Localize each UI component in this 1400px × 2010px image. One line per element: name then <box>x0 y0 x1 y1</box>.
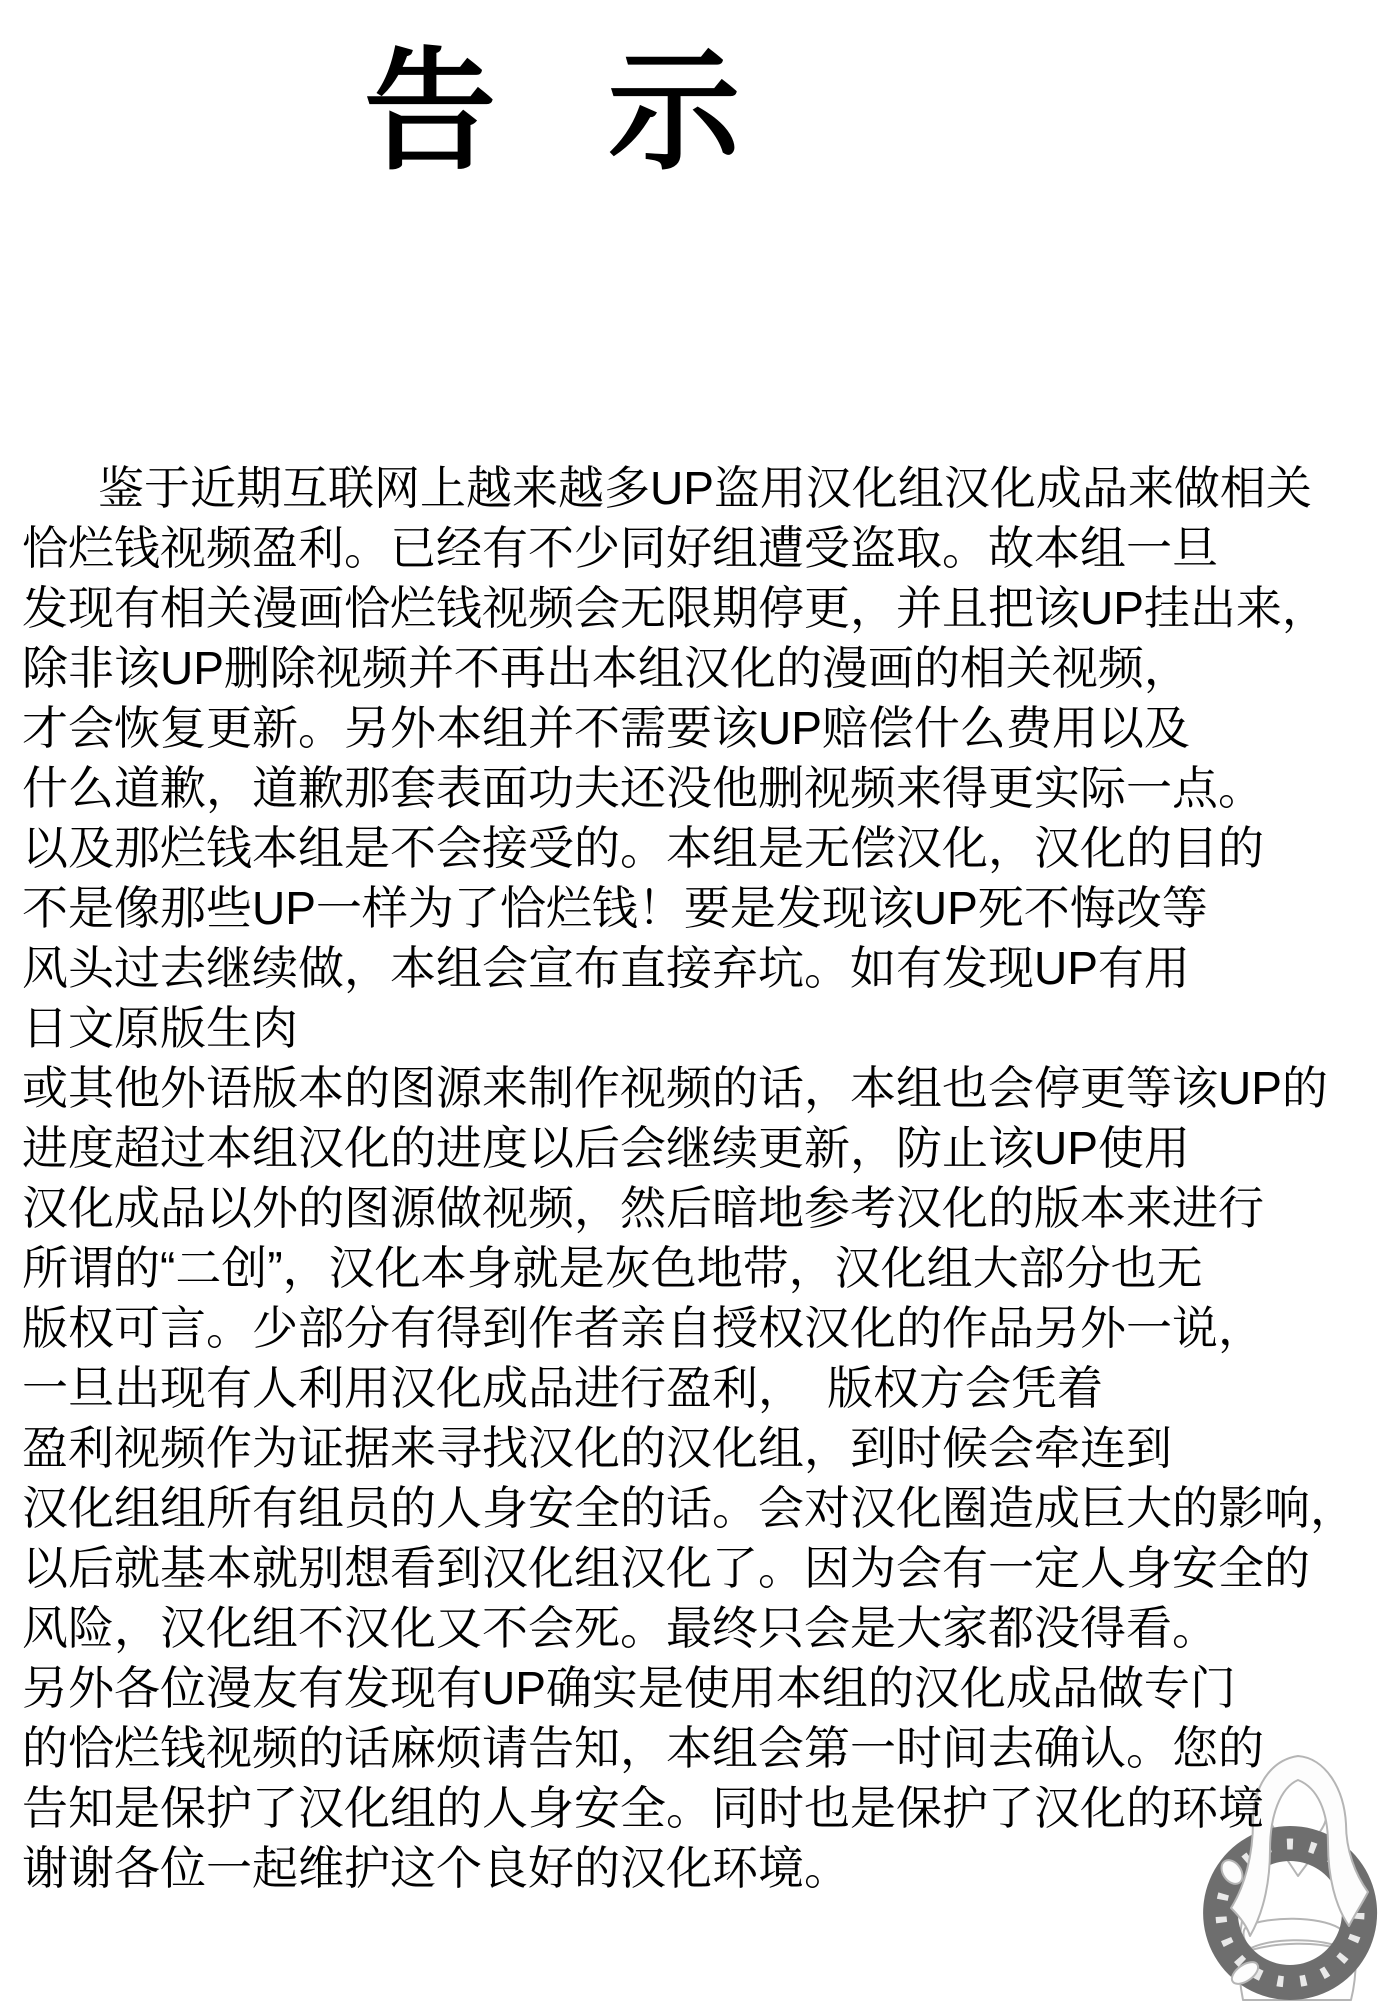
notice-line: 除非该UP删除视频并不再出本组汉化的漫画的相关视频， <box>22 642 1190 694</box>
notice-line: 以后就基本就别想看到汉化组汉化了。因为会有一定人身安全的 <box>22 1542 1310 1594</box>
notice-line: 一旦出现有人利用汉化成品进行盈利， 版权方会凭着 <box>22 1362 1103 1414</box>
notice-line: 或其他外语版本的图源来制作视频的话，本组也会停更等该UP的 <box>22 1062 1328 1114</box>
title-char-2: 示 <box>608 38 740 185</box>
notice-line: 风险，汉化组不汉化又不会死。最终只会是大家都没得看。 <box>22 1602 1218 1654</box>
notice-line: 什么道歉，道歉那套表面功夫还没他删视频来得更实际一点。 <box>22 762 1264 814</box>
notice-line: 才会恢复更新。另外本组并不需要该UP赔偿什么费用以及 <box>22 702 1190 754</box>
notice-line: 进度超过本组汉化的进度以后会继续更新，防止该UP使用 <box>22 1122 1190 1174</box>
notice-line: 风头过去继续做，本组会宣布直接弃坑。如有发现UP有用 <box>22 942 1190 994</box>
notice-line: 以及那烂钱本组是不会接受的。本组是无偿汉化，汉化的目的 <box>22 822 1264 874</box>
notice-line: 谢谢各位一起维护这个良好的汉化环境。 <box>22 1842 850 1894</box>
notice-line: 日文原版生肉 <box>22 1002 298 1054</box>
notice-line: 所谓的“二创”，汉化本身就是灰色地带，汉化组大部分也无 <box>22 1242 1203 1294</box>
notice-line: 告知是保护了汉化组的人身安全。同时也是保护了汉化的环境 <box>22 1782 1264 1834</box>
notice-line: 另外各位漫友有发现有UP确实是使用本组的汉化成品做专门 <box>22 1662 1236 1714</box>
notice-line: 鉴于近期互联网上越来越多UP盗用汉化组汉化成品来做相关 <box>98 462 1312 514</box>
notice-line: 盈利视频作为证据来寻找汉化的汉化组，到时候会牵连到 <box>22 1422 1172 1474</box>
title-char-1: 告 <box>364 38 496 185</box>
notice-body <box>22 458 1394 1898</box>
notice-line: 不是像那些UP一样为了恰烂钱！要是发现该UP死不悔改等 <box>22 882 1208 934</box>
page-title <box>0 36 1104 188</box>
notice-line: 汉化组组所有组员的人身安全的话。会对汉化圈造成巨大的影响， <box>22 1482 1356 1534</box>
notice-line: 的恰烂钱视频的话麻烦请告知，本组会第一时间去确认。您的 <box>22 1722 1264 1774</box>
notice-line: 版权可言。少部分有得到作者亲自授权汉化的作品另外一说， <box>22 1302 1264 1354</box>
notice-line: 恰烂钱视频盈利。已经有不少同好组遭受盗取。故本组一旦 <box>22 522 1218 574</box>
notice-line: 汉化成品以外的图源做视频，然后暗地参考汉化的版本来进行 <box>22 1182 1264 1234</box>
notice-line: 发现有相关漫画恰烂钱视频会无限期停更，并且把该UP挂出来， <box>22 582 1328 634</box>
